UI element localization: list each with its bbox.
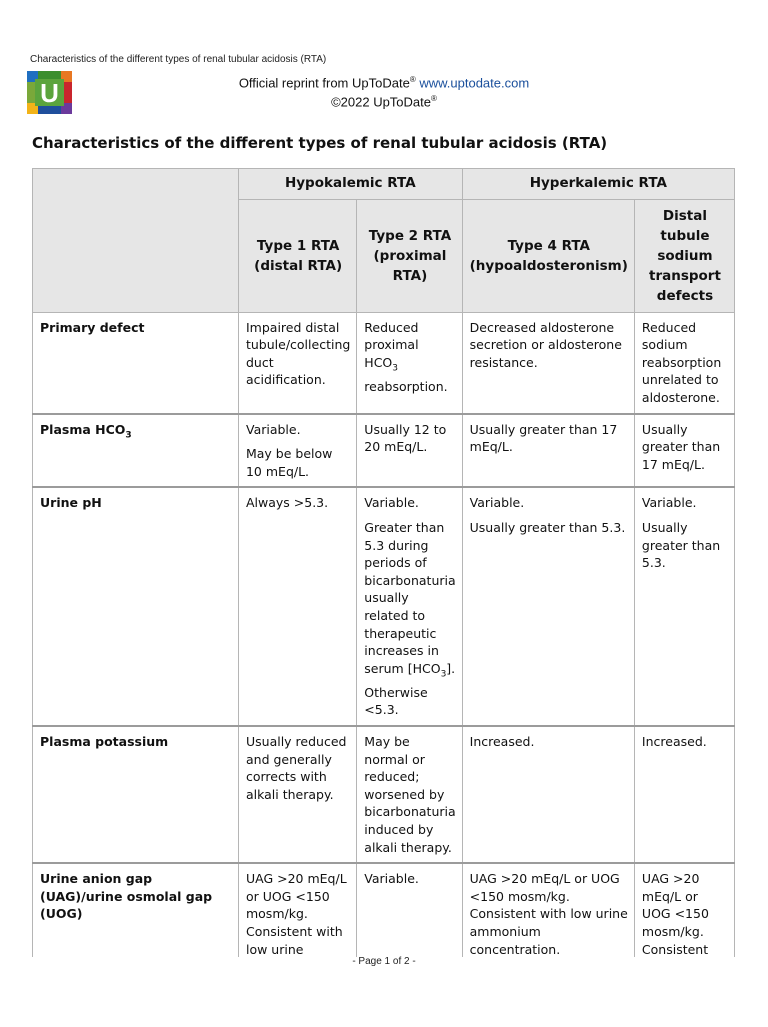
cell-text: Always >5.3.	[245, 495, 329, 511]
corner-cell	[33, 169, 239, 313]
table-cell	[357, 312, 462, 413]
cell-text: Increased.	[469, 733, 535, 749]
table-cell	[462, 414, 634, 488]
table-cell	[462, 726, 634, 863]
cell-text: Variable.	[364, 871, 419, 887]
row-label: Plasma potassium	[33, 726, 239, 863]
uptodate-link[interactable]: www.uptodate.com	[419, 75, 530, 91]
cell-text: Greater than 5.3 during periods of bicarbonaturia usually related to therapeutic increases in serum $[HCO_3]$. Otherwise <5.3.	[364, 519, 456, 718]
cell-text: Variable.	[364, 495, 419, 511]
cell-text: Increased.	[641, 733, 707, 749]
row-label: Primary defect	[33, 312, 239, 413]
column-header: Type 4 RTA (hypoaldosteronism)	[462, 199, 634, 312]
cell-text: Usually 12 to 20 mEq/L.	[364, 421, 447, 455]
cell-text: Reduced proximal $HCO_3$ reabsorption.	[364, 319, 448, 394]
table-row	[33, 487, 735, 726]
cell-text: Variable.	[245, 421, 301, 437]
cell-text: Reduced sodium reabsorption unrelated to aldosterone.	[641, 319, 722, 405]
page-bottom-margin	[0, 957, 768, 1027]
cell-text: Variable.	[469, 495, 525, 511]
group-header-hypokalemic: Hypokalemic RTA	[238, 169, 462, 200]
table-cell	[634, 726, 734, 863]
cell-text: UAG >20 mEq/L or UOG <150 mosm/kg. Consistent with low urine	[245, 871, 347, 957]
table-row	[33, 312, 735, 413]
cell-text: UAG >20 mEq/L or UOG <150 mosm/kg. Consistent with low urine ammonium concentration.	[469, 871, 628, 957]
table-cell	[238, 312, 356, 413]
group-header-hyperkalemic: Hyperkalemic RTA	[462, 169, 734, 200]
table-cell	[357, 487, 462, 726]
table-cell	[238, 487, 356, 726]
cell-text: Variable.	[641, 495, 697, 511]
cell-text: UAG >20 mEq/L or UOG <150 mosm/kg. Consistent	[641, 871, 709, 957]
cell-text: Usually greater than 17 mEq/L.	[469, 421, 618, 455]
page-number: - Page 1 of 2 -	[352, 956, 416, 967]
copyright-text: ©2022 UpToDate	[331, 94, 431, 110]
running-title: Characteristics of the different types of renal tubular acidosis (RTA)	[30, 54, 327, 65]
row-label: Urine pH	[33, 487, 239, 726]
cell-text: May be normal or reduced; worsened by bicarbonaturia induced by alkali therapy.	[364, 733, 456, 855]
reprint-notice: Official reprint from UpToDate® www.uptodate.com ©2022 UpToDate®	[238, 75, 530, 110]
cell-text: Usually greater than 5.3.	[469, 519, 626, 535]
reprint-text: Official reprint from UpToDate	[238, 75, 410, 91]
row-label: Urine anion gap (UAG)/urine osmolal gap (UOG)	[33, 863, 239, 1000]
row-label: Plasma $HCO_3$	[33, 414, 239, 488]
table-cell	[634, 487, 734, 726]
document-title: Characteristics of the different types of renal tubular acidosis (RTA)	[32, 134, 608, 152]
table-cell	[238, 726, 356, 863]
cell-text: Usually reduced and generally corrects with alkali therapy.	[245, 733, 347, 802]
column-header: Type 1 RTA (distal RTA)	[238, 199, 356, 312]
cell-text: Usually greater than 17 mEq/L.	[641, 421, 721, 472]
cell-text: May be below 10 mEq/L.	[245, 446, 333, 479]
table-cell	[357, 414, 462, 488]
table-row	[33, 414, 735, 488]
column-header: Distal tubule sodium transport defects	[634, 199, 734, 312]
table-cell	[357, 726, 462, 863]
rta-table	[32, 168, 735, 1000]
table-cell	[634, 414, 734, 488]
cell-text: Impaired distal tubule/collecting duct acidification.	[245, 319, 351, 388]
svg-text:U: U	[40, 78, 59, 108]
table-cell	[462, 487, 634, 726]
table-cell	[462, 312, 634, 413]
cell-text: Decreased aldosterone secretion or aldosterone resistance.	[469, 319, 622, 370]
table-cell	[634, 312, 734, 413]
table-cell	[238, 414, 356, 488]
table-row	[33, 726, 735, 863]
column-header: Type 2 RTA (proximal RTA)	[357, 199, 462, 312]
cell-text: Usually greater than 5.3.	[641, 519, 721, 571]
